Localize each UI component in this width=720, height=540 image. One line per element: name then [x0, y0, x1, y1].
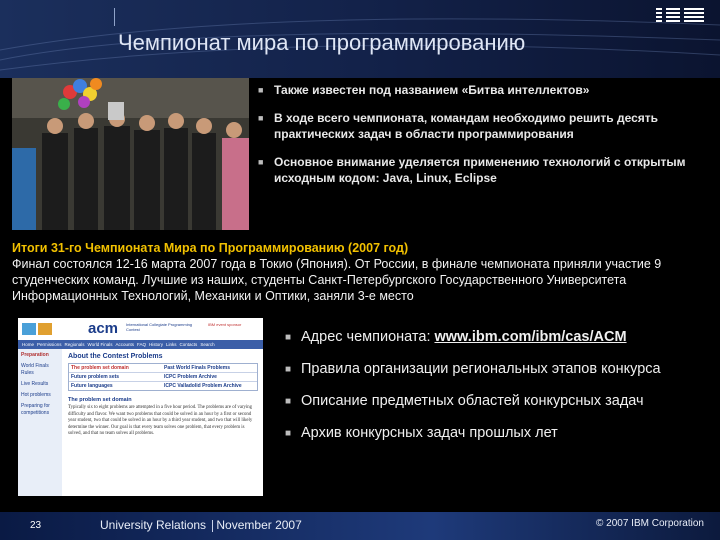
site-logo-icon — [38, 323, 52, 335]
bullet-icon: ■ — [285, 428, 292, 439]
bullet-text: Также известен под названием «Битва интеллектов» — [274, 83, 590, 97]
footer-divider — [212, 520, 213, 532]
site-table-row — [69, 373, 257, 382]
site-heading: About the Contest Problems — [68, 353, 163, 360]
site-nav — [18, 340, 263, 349]
site-subheading: The problem set domain — [68, 397, 132, 403]
winners-photo-image — [12, 78, 249, 230]
resource-link-item[interactable] — [285, 392, 715, 410]
results-summary — [12, 240, 712, 304]
intro-bullet — [258, 110, 708, 142]
site-brand-sub: International Collegiate Programming Contest — [126, 322, 193, 332]
header-tick — [114, 8, 115, 26]
acm-website-screenshot — [18, 318, 263, 496]
site-nav-item[interactable]: Accounts — [115, 342, 134, 347]
site-side-item[interactable]: World Finals Rules — [21, 363, 49, 376]
results-heading: Итоги 31-го Чемпионата Мира по Программированию (2007 год) — [12, 241, 409, 255]
footer-copyright: © 2007 IBM Corporation — [596, 518, 704, 529]
footer-date: November 2007 — [216, 518, 302, 532]
slide-title: Чемпионат мира по программированию — [118, 30, 526, 55]
site-nav-item[interactable]: History — [149, 342, 164, 347]
site-link[interactable]: ICPC Problem Archive — [164, 374, 217, 380]
resource-link-item[interactable] — [285, 360, 715, 378]
bullet-icon: ■ — [258, 157, 264, 167]
results-body: Финал состоялся 12-16 марта 2007 года в Токио (Япония). От России, в финале чемпионата приняли участие 9 студенческих команд. Лучшие из наших, студенты Санкт-Петербургского Государственного Университета Информационных Технологий, Механики и Оптики, заняли 3-е место — [12, 257, 662, 303]
footer-org: University Relations — [100, 518, 207, 532]
site-nav-item[interactable]: Home — [22, 342, 35, 347]
site-table — [68, 363, 258, 391]
ibm-logo-icon — [654, 6, 706, 26]
site-side-item[interactable]: Preparing for competitions — [21, 403, 50, 416]
site-nav-item[interactable]: Contacts — [179, 342, 198, 347]
footer-info — [100, 518, 302, 532]
site-content — [68, 353, 258, 438]
contest-photo — [12, 78, 249, 230]
bullet-icon: ■ — [285, 364, 292, 375]
resource-link-text: Архив конкурсных задач прошлых лет — [301, 425, 558, 441]
site-link[interactable]: ICPC Valladolid Problem Archive — [164, 383, 242, 389]
intro-bullet — [258, 154, 708, 186]
site-nav-item[interactable]: World Finals — [87, 342, 113, 347]
site-nav-item[interactable]: Links — [166, 342, 177, 347]
site-link[interactable]: Past World Finals Problems — [164, 365, 231, 371]
bullet-text: В ходе всего чемпионата, командам необходимо решить десять практических задач в области программирования — [274, 111, 659, 141]
bullet-text: Основное внимание уделяется применению технологий с открытым исходным кодом: Java, Linux, Eclipse — [274, 155, 686, 185]
site-sidebar — [18, 349, 62, 496]
bullet-icon: ■ — [285, 396, 292, 407]
intro-bullet — [258, 82, 708, 98]
site-side-item[interactable]: Preparation — [21, 352, 49, 358]
resource-links — [285, 328, 715, 456]
site-nav-item[interactable]: Permissions — [37, 342, 62, 347]
site-table-row — [69, 364, 257, 373]
site-brand: acm — [88, 320, 119, 337]
page-number: 23 — [30, 520, 42, 531]
site-nav-item[interactable]: Search — [200, 342, 215, 347]
site-paragraph: Typically six to eight problems are attempted in a five hour period. The problems are of varying difficulty and flavor. We want two problems that could be solved in an hour by a first or second year student, two that could be solved in an hour by a third year student, and two that will likely determine the winner. Our goal is that every team solves one problem, that every problem is solved, and that no team solves all problems. — [68, 405, 253, 436]
resource-link-text: Правила организации региональных этапов конкурса — [301, 361, 661, 377]
site-table-row — [69, 382, 257, 390]
site-logo-icon — [22, 323, 36, 335]
site-header — [18, 318, 263, 340]
site-link[interactable]: Future problem sets — [71, 374, 120, 380]
intro-bullets — [258, 82, 708, 198]
site-nav-item[interactable]: Regionals — [64, 342, 85, 347]
bullet-icon: ■ — [258, 113, 264, 123]
resource-link-text: Описание предметных областей конкурсных задач — [301, 393, 644, 409]
address-label: Адрес чемпионата: — [301, 329, 435, 345]
site-link[interactable]: Future languages — [71, 383, 113, 389]
bullet-icon: ■ — [258, 85, 264, 95]
site-side-item[interactable]: Live Results — [21, 381, 49, 387]
site-side-item[interactable]: Hot problems — [21, 392, 51, 398]
contest-url-link[interactable]: www.ibm.com/ibm/cas/ACM — [434, 329, 627, 345]
site-sponsor: IBM event sponsor — [208, 322, 242, 327]
bullet-icon: ■ — [285, 332, 292, 343]
resource-link-item[interactable] — [285, 424, 715, 442]
resource-link-item — [285, 328, 715, 346]
site-link[interactable]: The problem set domain — [71, 365, 129, 371]
site-nav-item[interactable]: FAQ — [137, 342, 147, 347]
